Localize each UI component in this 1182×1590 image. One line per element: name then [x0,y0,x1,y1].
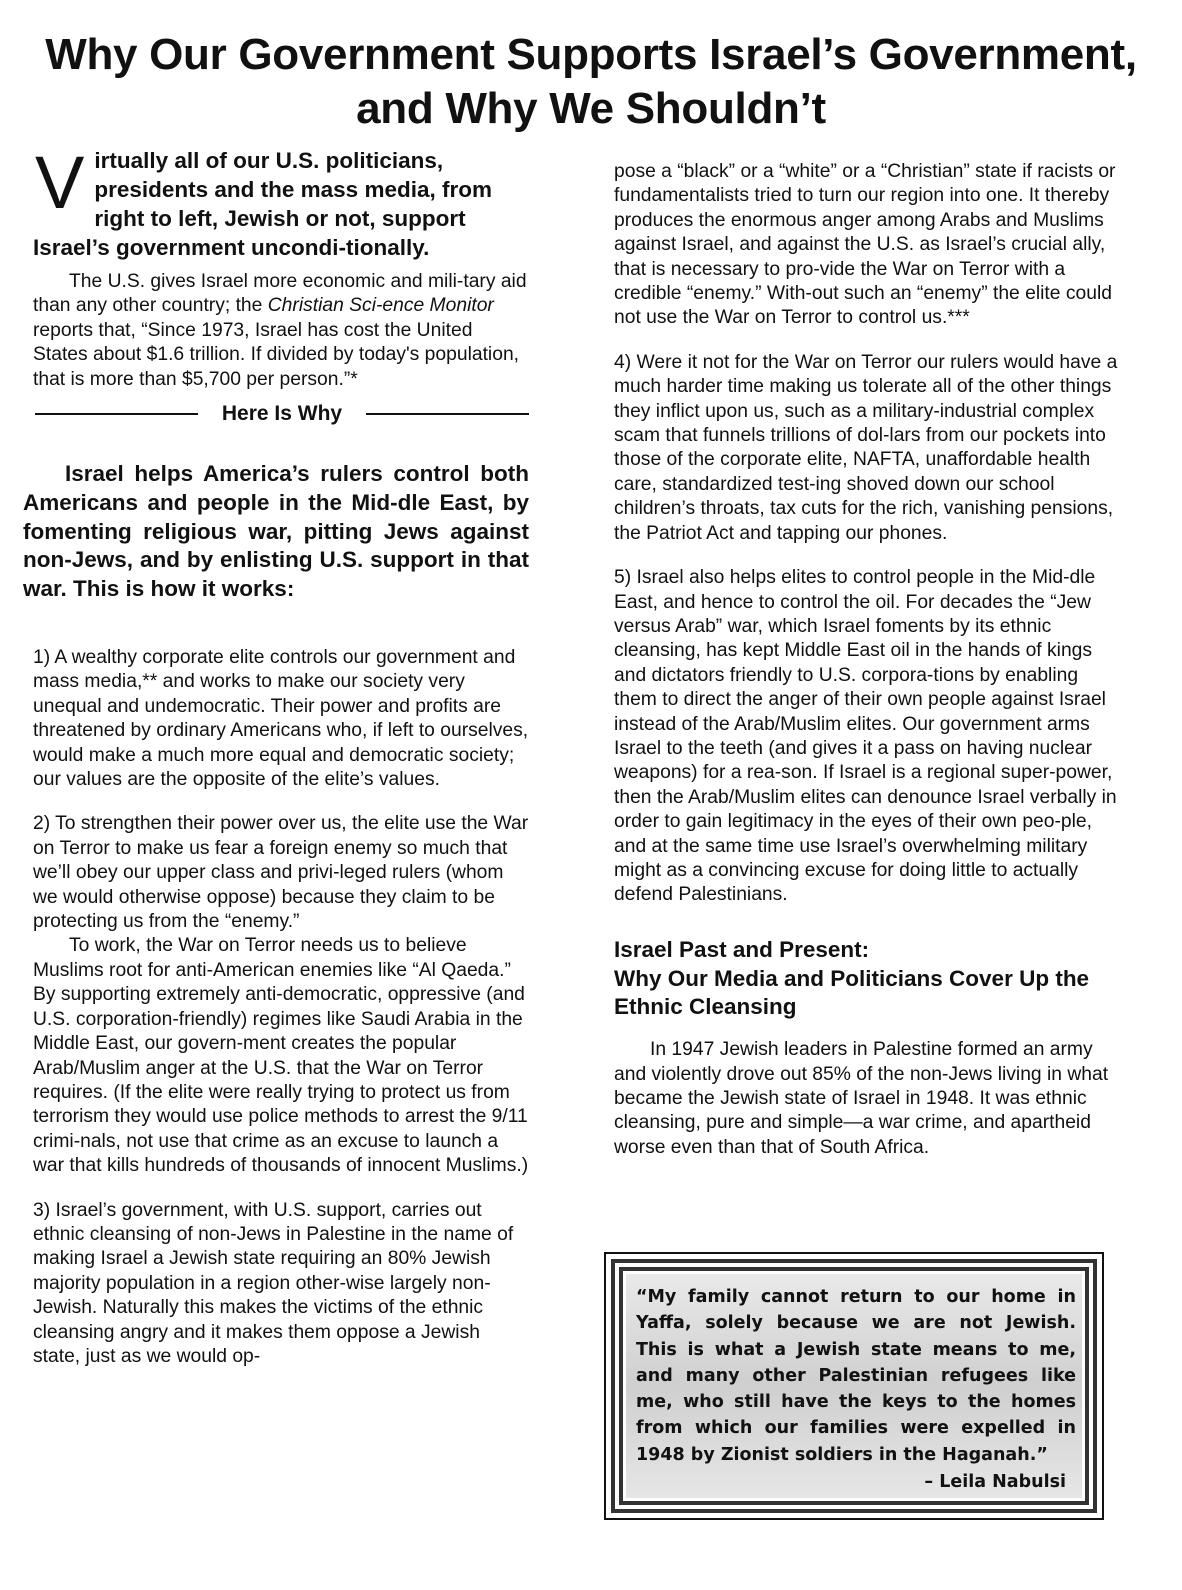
divider-rule-left [35,413,198,415]
point-2-continued: To work, the War on Terror needs us to believe Muslims root for anti-American enemies like “Al Qaeda.” By supporting extremely anti-democratic, oppressive (and U.S. corporation-friendly) regimes like Saudi Arabia in the Middle East, our govern-ment creates the popular Arab/Muslim anger at the U.S. that the War on Terror requires. (If the elite were really trying to protect us from terrorism they would use police methods to arrest the 9/11 crimi-nals, not use that crime as an excuse to launch a war that kills hundreds of thousands of innocent Muslims.) [33,935,529,1177]
point-2: 2) To strengthen their power over us, the elite use the War on Terror to make us fear a foreign enemy so much that we’ll obey our upper class and privi-leged rulers (whom we would otherwise oppose) because they claim to be protecting us from the “enemy.” [33,813,529,933]
point-3-continued: pose a “black” or a “white” or a “Christian” state if racists or fundamentalists tried to turn our region into one. It thereby produces the enormous anger among Arabs and Muslims against Israel, and against the U.S. as Israel’s crucial ally, that is necessary to pro-vide the War on Terror with a credible “enemy.” With-out such an “enemy” the elite could not use the War on Terror to control us.*** [614,161,1116,329]
thesis-paragraph: Israel helps America’s rulers control both Americans and people in the Mid-dle East, by fomenting religious war, pitting Jews against non-Jews, and by enlisting U.S. support in that war. This is how it works: [23,461,529,602]
section-divider [35,402,529,426]
point-3: 3) Israel’s government, with U.S. support, carries out ethnic cleansing of non-Jews in Palestine in the name of making Israel a Jewish state requiring an 80% Jewish majority population in a region other-wise largely non-Jewish. Naturally this makes the victims of the ethnic cleansing angry and it makes them oppose a Jewish state, just as we would op- [33,1199,514,1367]
title-line-2: and Why We Shouldn’t [356,84,826,133]
drop-cap: V [35,141,85,224]
intro-publication: Christian Sci-ence Monitor [267,295,494,317]
point-1: 1) A wealthy corporate elite controls our government and mass media,** and works to make our society very unequal and undemocratic. Their power and profits are threatened by ordinary Americans who, if left to ourselves, would make a much more equal and democratic society; our values are the opposite of the elite’s values. [33,647,529,791]
point-5: 5) Israel also helps elites to control people in the Mid-dle East, and hence to control the oil. For decades the “Jew versus Arab” war, which Israel foments by its ethnic cleansing, has kept Middle East oil in the hands of kings and dictators friendly to U.S. corpora-tions by enabling them to direct the anger of their own people against Israel instead of the Arab/Muslim elites. Our government arms Israel to the teeth (and gives it a pass on having nuclear weapons) for a rea-son. If Israel is a regional super-power, then the Arab/Muslim elites can denounce Israel verbally in order to gain legitimacy in the eyes of their own peo-ple, and at the same time use Israel’s overwhelming military might as a convincing excuse for doing little to actually defend Palestinians. [614,567,1117,906]
title-line-1: Why Our Government Supports Israel’s Government, [45,30,1137,79]
quote-attribution: – Leila Nabulsi [924,1472,1066,1492]
page-title [30,28,1152,136]
section-heading-line-2: Why Our Media and Politicians Cover Up the Ethnic Cleansing [614,965,1090,1020]
left-column [23,141,529,1369]
section-heading [614,936,1126,1022]
point-4: 4) Were it not for the War on Terror our rulers would have a much harder time making us tolerate all of the other things they inflict upon us, such as a military-industrial complex scam that funnels trillions of dol-lars from our pockets into those of the corporate elite, NAFTA, unaffordable health care, standardized test-ing shoved down our school children’s throats, tax cuts for the rich, vanishing pensions, the Patriot Act and tapping our phones. [614,351,1118,544]
intro-text-a: The U.S. gives Israel more economic and mili-tary aid than any other country; the [33,271,527,317]
right-column [614,160,1126,1160]
divider-label: Here Is Why [221,402,343,426]
quote-text: “My family cannot return to our home in Yaffa, solely because we are not Jewish. This is what a Jewish state means to me, and many other Palestinian refugees like me, who still have the keys to the homes from which our families were expelled in 1948 by Zionist soldiers in the Haganah.” [636,1287,1076,1465]
section-body: In 1947 Jewish leaders in Palestine formed an army and violently drove out 85% of the non-Jews living in what became the Jewish state of Israel in 1948. It was ethnic cleansing, pure and simple—a war crime, and apartheid worse even than that of South Africa. [614,1039,1109,1158]
intro-text-b: reports that, “Since 1973, Israel has cost the United States about $1.6 trillion. If divided by today's population, that is more than $5,700 per person.”* [33,319,520,390]
intro-lead-text: irtually all of our U.S. politicians, presidents and the mass media, from right to left, Jewish or not, support Israel’s government uncondi-tionally. [33,148,492,260]
section-heading-line-1: Israel Past and Present: [614,936,870,962]
intro-lead [33,141,529,262]
divider-rule-right [366,413,529,415]
quote-box [604,1252,1104,1520]
intro-paragraph [33,270,529,392]
